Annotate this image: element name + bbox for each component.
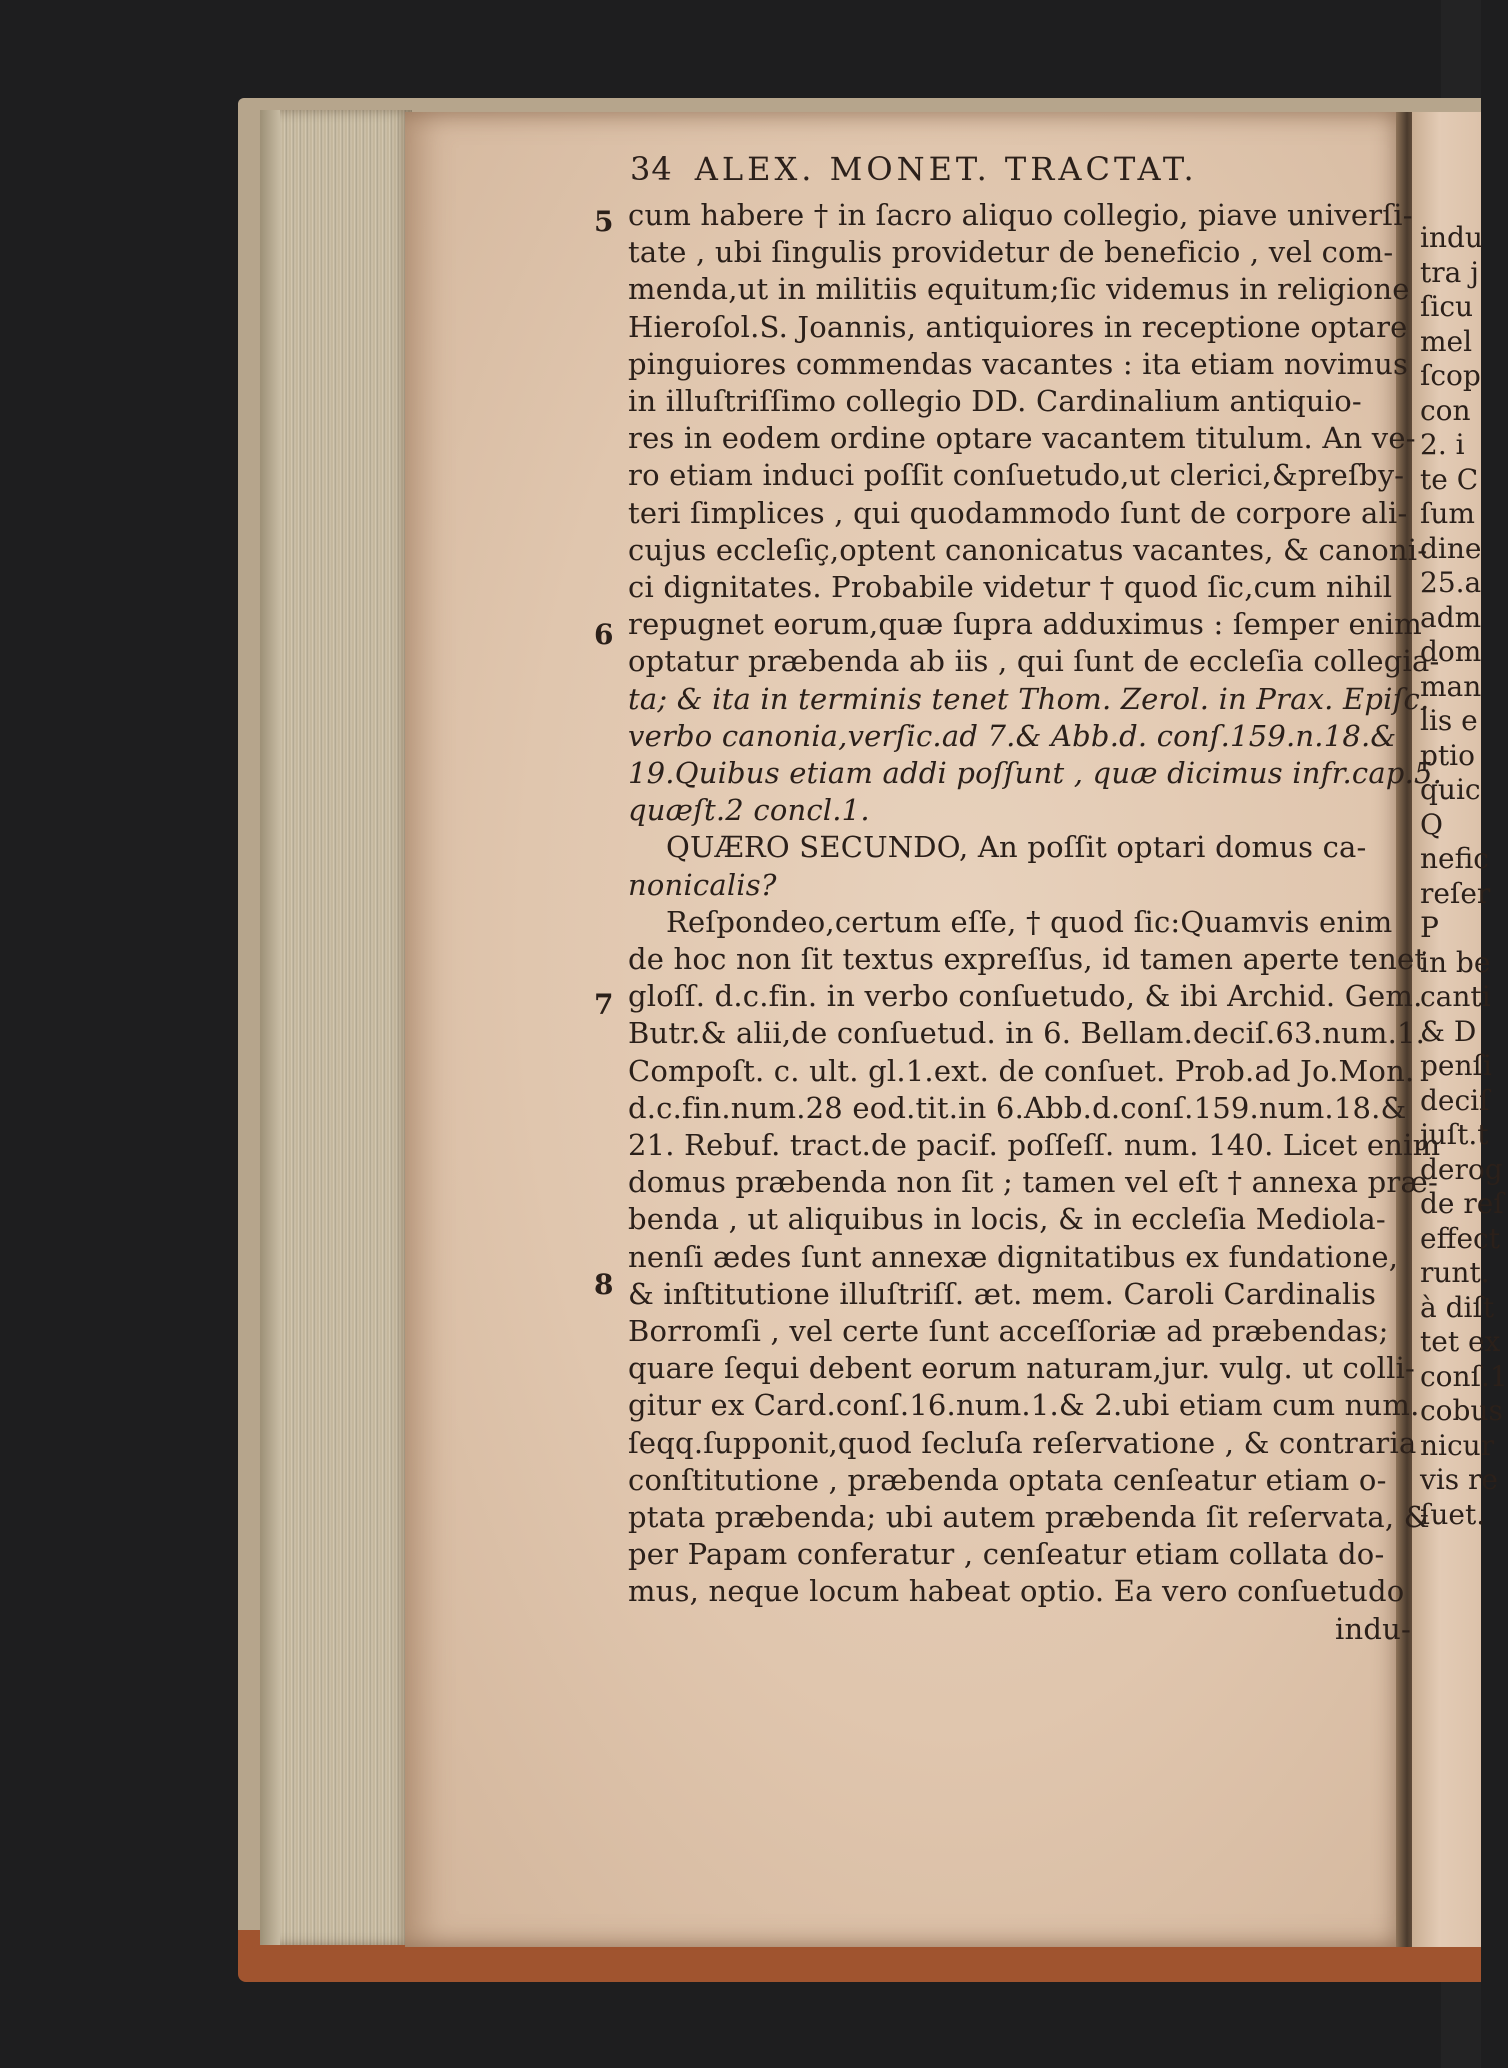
facing-page-line: effect [1420, 1221, 1500, 1255]
text-line: gitur ex Card.conſ.16.num.1.& 2.ubi etiam cum num. [628, 1388, 1420, 1423]
facing-page-line: in be [1420, 945, 1491, 979]
facing-page-line: nefic [1420, 842, 1489, 875]
text-line: de hoc non ſit textus expreſſus, id tamen aperte tenet [628, 942, 1427, 976]
facing-page-line: de reſ [1420, 1187, 1504, 1220]
margin-number: 7 [594, 988, 614, 1021]
facing-page-line: dine [1420, 531, 1482, 565]
facing-page-line: te C [1420, 462, 1479, 496]
text-line: teri ſimplices , qui quodammodo ſunt de corpore ali- [628, 495, 1408, 530]
page-number: 34 [630, 150, 673, 188]
text-line: cujus eccleſiç,optent canonicatus vacantes, & canoni- [628, 532, 1428, 567]
facing-page-line: ptio [1420, 738, 1475, 772]
text-line: nenſi ædes ſunt annexæ dignitatibus ex fundatione, [628, 1239, 1399, 1274]
facing-page-line: quic [1420, 773, 1481, 806]
text-line: verbo canonia,verſic.ad 7.& Abb.d. conſ.159.n.18.& [628, 718, 1397, 753]
facing-page-line: Q [1420, 807, 1443, 841]
page-edges [260, 110, 412, 1945]
text-line: QUÆRO SECUNDO, An poſſit optari domus ca- [666, 830, 1367, 865]
text-line: Hieroſol.S. Joannis, antiquiores in receptione optare [628, 309, 1408, 344]
facing-page-line: ſicu [1420, 290, 1474, 323]
facing-page-line: penſi [1420, 1049, 1492, 1082]
facing-page-line: dom [1420, 635, 1482, 668]
text-line: indu- [1335, 1611, 1411, 1646]
facing-page-line: mel [1420, 324, 1473, 358]
text-line: res in eodem ordine optare vacantem titulum. An ve- [628, 421, 1416, 456]
facing-page-line: man [1420, 669, 1482, 703]
text-line: domus præbenda non ſit ; tamen vel eſt † annexa præ- [628, 1165, 1438, 1200]
facing-page-line: con [1420, 393, 1471, 427]
facing-page-line: ſuet. [1420, 1497, 1486, 1531]
text-line: ci dignitates. Probabile videtur † quod ſic,cum nihil [628, 570, 1393, 604]
facing-page-line: ſcop [1420, 359, 1481, 392]
text-line: ta; & ita in terminis tenet Thom. Zerol. in Prax. Epiſc. [628, 681, 1430, 716]
facing-page-line: canti [1420, 980, 1491, 1013]
facing-page-line: reſer [1420, 876, 1491, 910]
margin-number: 6 [594, 618, 614, 651]
running-title: ALEX. MONET. TRACTAT. [694, 150, 1198, 188]
facing-page-line: deciſ [1420, 1083, 1490, 1117]
text-line: mus, neque locum habeat optio. Ea vero conſuetudo [628, 1574, 1405, 1609]
text-line: ſeqq.ſupponit,quod ſecluſa reſervatione , & contraria [628, 1425, 1417, 1460]
margin-number: 8 [594, 1268, 614, 1301]
margin-number: 5 [594, 205, 614, 238]
facing-page-line: 2. i [1420, 428, 1465, 461]
facing-page-line: nicur [1420, 1428, 1495, 1462]
text-line: Butr.& alii,de conſuetud. in 6. Bellam.deciſ.63.num.1. [628, 1016, 1426, 1051]
text-line: quæſt.2 concl.1. [628, 793, 870, 828]
facing-page-line: derog [1420, 1152, 1503, 1186]
facing-page-line: à diſt [1420, 1290, 1495, 1324]
text-line: 21. Rebuf. tract.de pacif. poſſeſſ. num. 140. Licet enim [628, 1128, 1441, 1162]
facing-page-line: adm [1420, 600, 1482, 634]
text-line: ptata præbenda; ubi autem præbenda ſit reſervata, & [628, 1500, 1430, 1534]
text-line: menda,ut in militiis equitum;ſic videmus in religione [628, 272, 1410, 307]
text-line: in illuſtriſſimo collegio DD. Cardinalium antiquio- [628, 384, 1362, 418]
text-line: conſtitutione , præbenda optata cenſeatur etiam o- [628, 1462, 1387, 1497]
text-line: optatur præbenda ab iis , qui ſunt de eccleſia collegia- [628, 644, 1440, 679]
facing-page-line: ſum [1420, 497, 1475, 530]
facing-page-line: P [1420, 911, 1439, 944]
text-line: tate , ubi ſingulis providetur de beneficio , vel com- [628, 235, 1394, 270]
facing-page-line: tet ex [1420, 1325, 1501, 1358]
text-line: Compoſt. c. ult. gl.1.ext. de conſuet. Prob.ad Jo.Mon. [628, 1053, 1415, 1088]
text-line: nonicalis? [628, 867, 777, 902]
text-line: quare ſequi debent eorum naturam,jur. vulg. ut colli- [628, 1351, 1416, 1386]
text-line: pinguiores commendas vacantes : ita etiam novimus [628, 346, 1409, 381]
text-line: cum habere † in ſacro aliquo collegio, piave univerſi- [628, 198, 1413, 232]
facing-page-line: indu [1420, 221, 1483, 254]
facing-page-line: cobus [1420, 1394, 1503, 1427]
facing-page-line: juſt.t [1420, 1118, 1489, 1151]
text-line: & inſtitutione illuſtriſſ. æt. mem. Caroli Cardinalis [628, 1276, 1377, 1311]
text-line: gloſſ. d.c.fin. in verbo conſuetudo, & ibi Archid. Gem. [628, 979, 1423, 1014]
text-line: Reſpondeo,certum eſſe, † quod ſic:Quamvis enim [666, 904, 1393, 939]
facing-page-line: & D [1420, 1014, 1477, 1048]
text-line: repugnet eorum,quæ ſupra adduximus : ſemper enim [628, 607, 1422, 642]
text-line: Borromſi , vel certe ſunt acceſſoriæ ad præbendas; [628, 1314, 1389, 1348]
text-line: d.c.fin.num.28 eod.tit.in 6.Abb.d.conſ.159.num.18.& [628, 1090, 1407, 1125]
text-line: benda , ut aliquibus in locis, & in eccleſia Mediola- [628, 1202, 1386, 1237]
facing-page-line: lis e [1420, 704, 1478, 737]
facing-page-line: vis re [1420, 1463, 1498, 1496]
facing-page-line: runt. [1420, 1256, 1490, 1289]
text-line: ro etiam induci poſſit conſuetudo,ut clerici,&preſby- [628, 458, 1405, 493]
text-line: 19.Quibus etiam addi poſſunt , quæ dicimus infr.cap.5. [628, 756, 1443, 790]
text-line: per Papam conferatur , cenſeatur etiam collata do- [628, 1537, 1385, 1572]
facing-page-line: tra j [1420, 255, 1479, 289]
facing-page-line: conſ.1 [1420, 1359, 1508, 1393]
facing-page-line: 25.a [1420, 566, 1482, 599]
spine-shadow [260, 110, 280, 1945]
